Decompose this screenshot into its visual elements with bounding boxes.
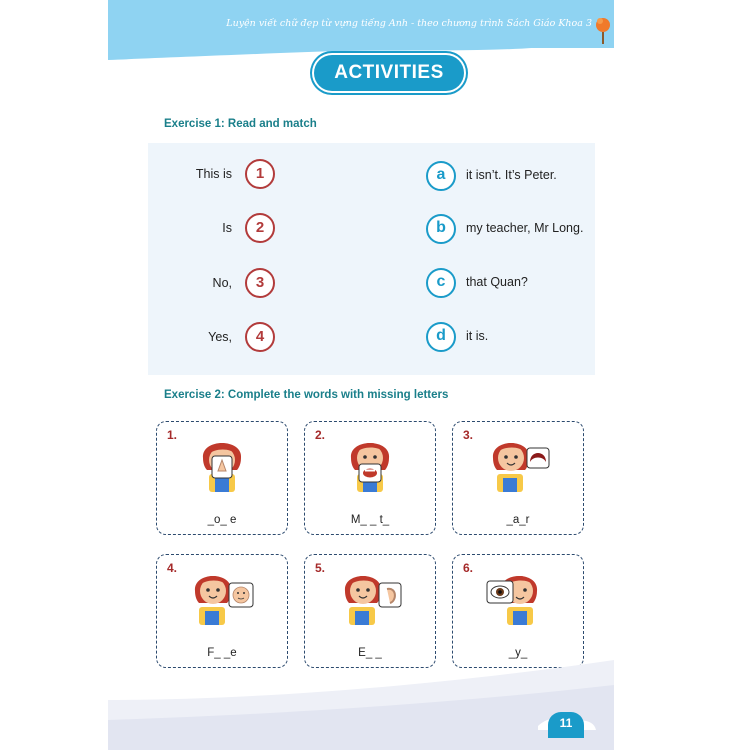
card-word: M_ _ t_	[350, 514, 390, 526]
card-number: 5.	[315, 561, 326, 575]
match-right-text: my teacher, Mr Long.	[466, 221, 584, 235]
match-number-4: 4	[245, 322, 275, 352]
activities-title	[314, 55, 464, 91]
tree-icon	[594, 12, 612, 46]
page-number: 11	[548, 712, 584, 738]
girl-holding-eye-card-icon	[483, 563, 553, 633]
exercise-card-3	[452, 421, 584, 535]
girl-pointing-mouth-icon	[335, 430, 405, 500]
card-word: _a_r	[506, 514, 530, 526]
card-number: 1.	[167, 428, 178, 442]
match-left-text: This is	[195, 167, 232, 181]
match-number-3: 3	[245, 268, 275, 298]
card-word: _o_ e	[207, 514, 237, 526]
match-right-text: that Quan?	[466, 275, 528, 289]
workbook-page	[108, 0, 614, 750]
exercise-2-title: Exercise 2: Complete the words with missing letters	[164, 389, 449, 401]
exercise-1-title: Exercise 1: Read and match	[164, 118, 317, 130]
card-number: 6.	[463, 561, 474, 575]
card-number: 2.	[315, 428, 326, 442]
match-letter-a: a	[426, 161, 456, 191]
match-letter-d: d	[426, 322, 456, 352]
exercise-card-2	[304, 421, 436, 535]
activities-title-text: ACTIVITIES	[334, 62, 444, 83]
bottom-wave	[108, 660, 614, 750]
match-left-text: Yes,	[208, 330, 232, 344]
card-word: _y_	[508, 647, 528, 659]
match-right-text: it isn’t. It’s Peter.	[466, 168, 557, 182]
header-subtitle: Luyện viết chữ đẹp từ vựng tiếng Anh - theo chương trình Sách Giáo Khoa 3	[226, 18, 592, 29]
match-right-text: it is.	[466, 329, 489, 343]
girl-holding-face-card-icon	[187, 563, 257, 633]
match-number-2: 2	[245, 213, 275, 243]
exercise-card-4	[156, 554, 288, 668]
match-left-text: Is	[222, 221, 232, 235]
girl-holding-ear-card-icon	[335, 563, 405, 633]
match-box	[148, 143, 595, 375]
match-number-1: 1	[245, 159, 275, 189]
exercise-card-6	[452, 554, 584, 668]
card-word: F_ _e	[207, 647, 237, 659]
girl-pointing-nose-icon	[187, 430, 257, 500]
exercise-card-5	[304, 554, 436, 668]
card-word: E_ _	[358, 647, 382, 659]
card-number: 3.	[463, 428, 474, 442]
match-letter-b: b	[426, 214, 456, 244]
match-letter-c: c	[426, 268, 456, 298]
match-left-text: No,	[212, 276, 232, 290]
card-number: 4.	[167, 561, 178, 575]
girl-holding-hair-card-icon	[483, 430, 553, 500]
exercise-card-1	[156, 421, 288, 535]
